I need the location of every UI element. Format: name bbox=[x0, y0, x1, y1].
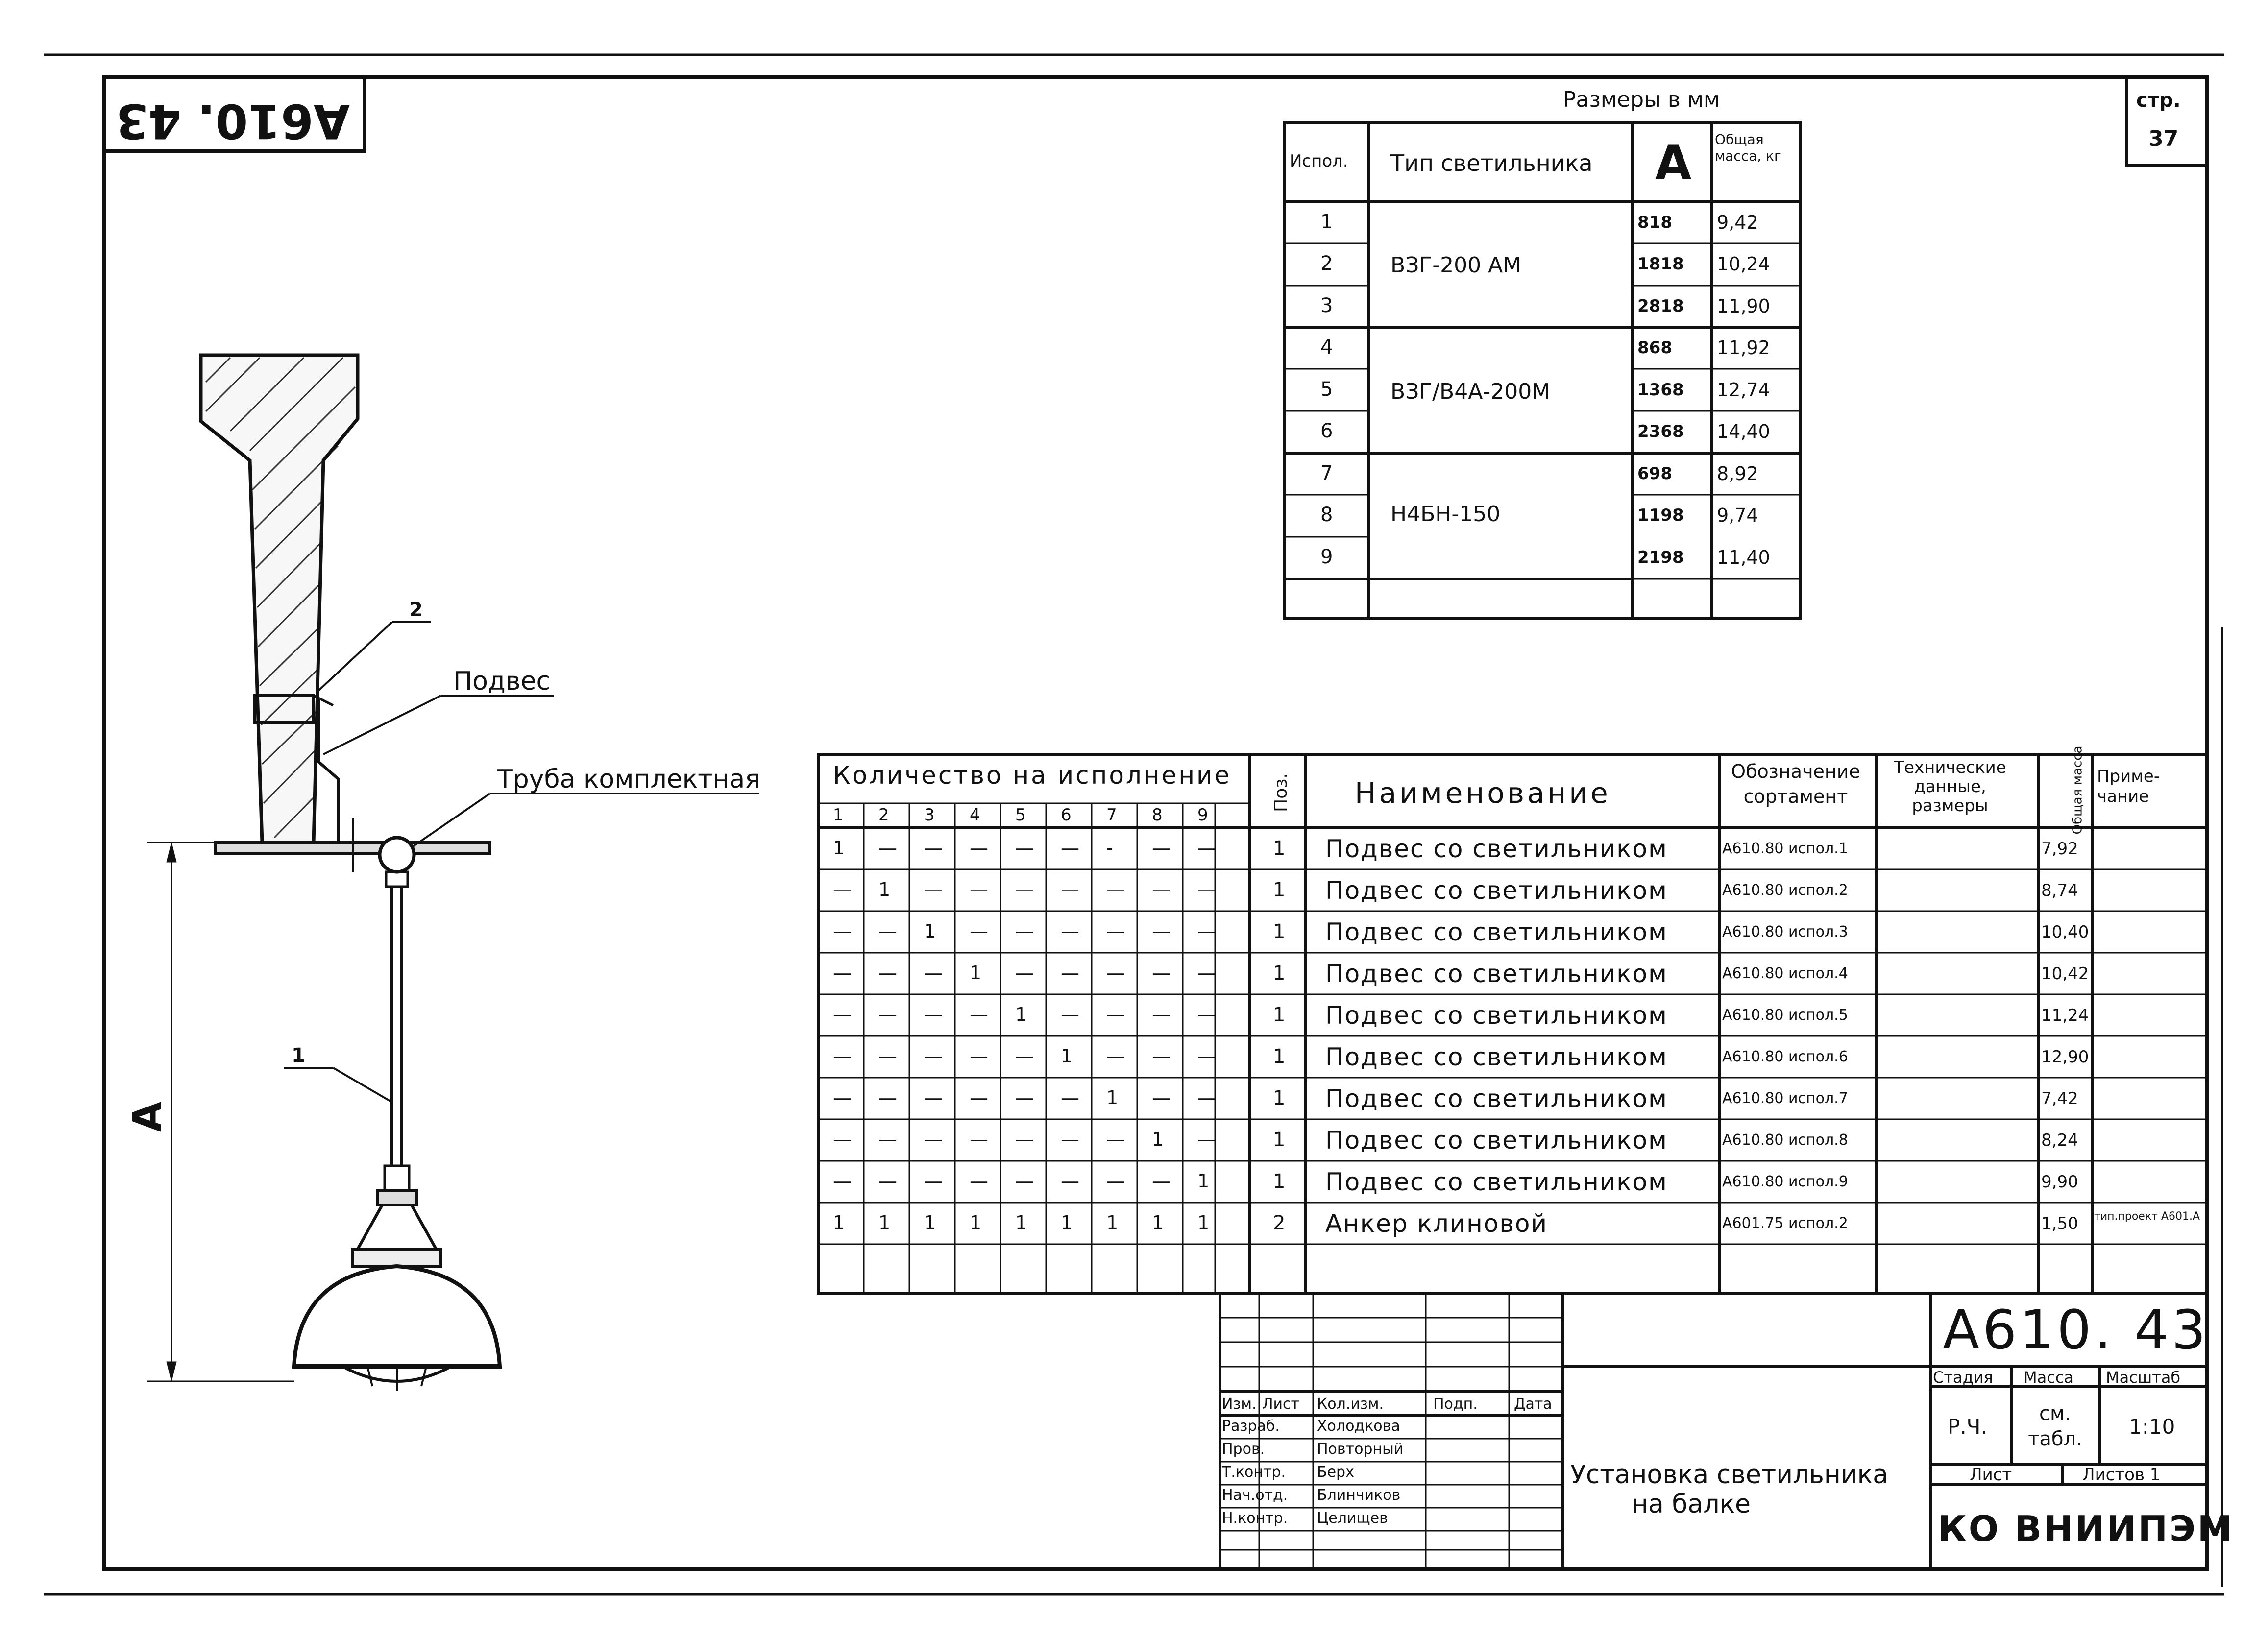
spec-qty-cell: — bbox=[1197, 920, 1216, 942]
sizes-row-mass: 11,90 bbox=[1717, 295, 1770, 317]
spec-qty-cell: — bbox=[924, 837, 943, 859]
tb-stage-header: Стадия bbox=[1933, 1368, 1993, 1387]
spec-qty-cell: — bbox=[1061, 1170, 1079, 1192]
spec-qty-cell: 1 bbox=[1015, 1004, 1027, 1025]
spec-qty-cell: — bbox=[1015, 1087, 1034, 1108]
spec-qty-cell: — bbox=[833, 1004, 852, 1025]
spec-qty-cell: 1 bbox=[1197, 1170, 1210, 1192]
tb-name: Холодкова bbox=[1317, 1418, 1400, 1435]
sizes-row-a: 818 bbox=[1637, 213, 1672, 232]
spec-qty-cell: 1 bbox=[924, 1212, 936, 1233]
spec-desig-cell: А610.80 испол.7 bbox=[1722, 1090, 1848, 1107]
sizes-header-type: Тип светильника bbox=[1390, 150, 1593, 176]
spec-qty-cell: — bbox=[1061, 837, 1079, 859]
spec-qty-cell: — bbox=[1197, 1004, 1216, 1025]
spec-qty-cell: — bbox=[1197, 1129, 1216, 1150]
spec-qty-cell: — bbox=[1015, 920, 1034, 942]
tb-h-doc: Кол.изм. bbox=[1317, 1396, 1384, 1413]
sizes-row-a: 2368 bbox=[1637, 422, 1684, 441]
lamp-reflector bbox=[294, 1266, 500, 1367]
spec-mass-cell: 10,42 bbox=[2041, 964, 2089, 984]
spec-desig-cell: А610.80 испол.6 bbox=[1722, 1048, 1848, 1065]
spec-pos-cell: 1 bbox=[1273, 1087, 1286, 1109]
spec-qty-cell: — bbox=[1152, 1087, 1171, 1108]
tee-fitting bbox=[380, 838, 414, 872]
spec-name-cell: Подвес со светильником bbox=[1325, 1168, 1668, 1196]
spec-mass-header: Общая масса bbox=[2070, 746, 2085, 835]
spec-variant-col: 9 bbox=[1197, 805, 1208, 825]
callout-2: 2 bbox=[409, 599, 423, 621]
tb-sheet-header: Лист bbox=[1970, 1465, 2012, 1485]
tb-mass-value: см. табл. bbox=[2028, 1402, 2082, 1450]
spec-qty-cell: — bbox=[1197, 1045, 1216, 1067]
spec-pos-header: Поз. bbox=[1270, 773, 1291, 812]
spec-qty-cell: — bbox=[1197, 1087, 1216, 1108]
spec-qty-cell: — bbox=[1061, 920, 1079, 942]
spec-qty-cell: — bbox=[1015, 1129, 1034, 1150]
spec-qty-cell: — bbox=[970, 837, 988, 859]
stamp-code-rotated: А610. 43 bbox=[115, 94, 350, 148]
sizes-type-3: Н4БН-150 bbox=[1390, 502, 1501, 527]
sizes-header-mass: Общая масса, кг bbox=[1715, 131, 1781, 164]
sizes-row-a: 2198 bbox=[1637, 548, 1684, 567]
spec-qty-cell: — bbox=[1015, 837, 1034, 859]
spec-variant-col: 3 bbox=[924, 805, 935, 825]
spec-pos-cell: 1 bbox=[1273, 1004, 1286, 1026]
spec-name-cell: Подвес со светильником bbox=[1325, 960, 1668, 988]
spec-qty-cell: 1 bbox=[833, 837, 845, 859]
spec-qty-cell: 1 bbox=[1152, 1129, 1164, 1150]
sizes-header-a: А bbox=[1655, 136, 1692, 191]
spec-qty-cell: 1 bbox=[924, 920, 936, 942]
sizes-row-variant: 8 bbox=[1320, 504, 1333, 526]
spec-qty-cell: — bbox=[924, 1004, 943, 1025]
doc-code: А610. 43 bbox=[1943, 1299, 2209, 1361]
sizes-row-mass: 9,42 bbox=[1717, 212, 1758, 233]
spec-name-cell: Подвес со светильником bbox=[1325, 1001, 1668, 1030]
spec-note-cell: тип.проект А601.А bbox=[2094, 1210, 2200, 1223]
spec-qty-header: Количество на исполнение bbox=[833, 761, 1232, 790]
tb-name: Берх bbox=[1317, 1464, 1354, 1481]
spec-qty-cell: — bbox=[833, 1129, 852, 1150]
spec-qty-cell: — bbox=[1106, 1004, 1125, 1025]
spec-qty-cell: 1 bbox=[1106, 1087, 1119, 1108]
spec-desig-cell: А610.80 испол.3 bbox=[1722, 923, 1848, 940]
spec-pos-cell: 1 bbox=[1273, 1045, 1286, 1068]
tb-role: Т.контр. bbox=[1222, 1464, 1286, 1481]
sizes-row-variant: 2 bbox=[1320, 252, 1333, 275]
spec-qty-cell: 1 bbox=[878, 879, 891, 900]
spec-qty-cell: — bbox=[878, 920, 897, 942]
spec-qty-cell: — bbox=[833, 1045, 852, 1067]
tb-scale-header: Масштаб bbox=[2106, 1368, 2181, 1387]
spec-qty-cell: — bbox=[878, 1170, 897, 1192]
spec-qty-cell: — bbox=[833, 879, 852, 900]
spec-variant-col: 8 bbox=[1152, 805, 1163, 825]
spec-pos-cell: 1 bbox=[1273, 837, 1286, 860]
sizes-row-variant: 7 bbox=[1320, 462, 1333, 484]
tb-mass-header: Масса bbox=[2024, 1368, 2074, 1387]
spec-variant-col: 6 bbox=[1061, 805, 1072, 825]
tb-sheets-header: Листов 1 bbox=[2082, 1465, 2161, 1485]
spec-qty-cell: — bbox=[1015, 1045, 1034, 1067]
page-number: 37 bbox=[2148, 126, 2179, 151]
spec-qty-cell: — bbox=[924, 1129, 943, 1150]
sizes-row-mass: 8,92 bbox=[1717, 463, 1758, 484]
spec-qty-cell: — bbox=[878, 1004, 897, 1025]
lamp-neck bbox=[358, 1205, 436, 1249]
sizes-row-mass: 11,92 bbox=[1717, 337, 1770, 359]
spec-pos-cell: 1 bbox=[1273, 920, 1286, 943]
spec-qty-cell: — bbox=[878, 837, 897, 859]
tb-scale-value: 1:10 bbox=[2129, 1415, 2175, 1439]
spec-qty-cell: 1 bbox=[970, 962, 982, 984]
spec-qty-cell: — bbox=[970, 1129, 988, 1150]
spec-qty-cell: 1 bbox=[1197, 1212, 1210, 1233]
spec-qty-cell: 1 bbox=[878, 1212, 891, 1233]
spec-variant-col: 7 bbox=[1106, 805, 1117, 825]
dimension-a-label: А bbox=[124, 1102, 170, 1132]
spec-qty-cell: — bbox=[1015, 962, 1034, 984]
spec-mass-cell: 11,24 bbox=[2041, 1006, 2089, 1025]
spec-qty-cell: — bbox=[1061, 962, 1079, 984]
spec-qty-cell: — bbox=[924, 879, 943, 900]
spec-pos-cell: 1 bbox=[1273, 1129, 1286, 1151]
sizes-row-a: 1198 bbox=[1637, 506, 1684, 525]
spec-qty-cell: — bbox=[1061, 1087, 1079, 1108]
spec-qty-cell: 1 bbox=[1061, 1045, 1073, 1067]
spec-name-cell: Подвес со светильником bbox=[1325, 835, 1668, 863]
sizes-row-a: 698 bbox=[1637, 464, 1672, 483]
spec-mass-cell: 1,50 bbox=[2041, 1214, 2078, 1233]
spec-qty-cell: — bbox=[970, 879, 988, 900]
spec-desig-cell: А610.80 испол.8 bbox=[1722, 1131, 1848, 1149]
spec-desig-cell: А610.80 испол.2 bbox=[1722, 882, 1848, 899]
spec-qty-cell: — bbox=[1106, 920, 1125, 942]
spec-name-cell: Подвес со светильником bbox=[1325, 876, 1668, 905]
spec-pos-cell: 1 bbox=[1273, 962, 1286, 985]
spec-qty-cell: — bbox=[970, 1045, 988, 1067]
sizes-row-variant: 4 bbox=[1320, 336, 1333, 359]
spec-qty-cell: 1 bbox=[833, 1212, 845, 1233]
label-truba: Труба комплектная bbox=[497, 765, 760, 794]
sizes-row-a: 1368 bbox=[1637, 380, 1684, 400]
tb-h-izm: Изм. bbox=[1222, 1396, 1257, 1413]
spec-qty-cell: — bbox=[1152, 1170, 1171, 1192]
spec-qty-cell: — bbox=[1197, 962, 1216, 984]
concrete-beam bbox=[201, 355, 358, 843]
sizes-row-a: 868 bbox=[1637, 338, 1672, 358]
spec-mass-cell: 7,92 bbox=[2041, 839, 2078, 859]
spec-qty-cell: — bbox=[970, 1087, 988, 1108]
spec-qty-cell: — bbox=[833, 920, 852, 942]
spec-pos-cell: 1 bbox=[1273, 1170, 1286, 1193]
org-name: КО ВНИИПЭМ bbox=[1938, 1508, 2235, 1549]
tb-role: Разраб. bbox=[1222, 1418, 1280, 1435]
spec-variant-col: 5 bbox=[1015, 805, 1026, 825]
spec-qty-cell: — bbox=[1152, 962, 1171, 984]
spec-qty-cell: — bbox=[1197, 879, 1216, 900]
page-label: стр. bbox=[2136, 89, 2181, 112]
spec-name-cell: Анкер клиновой bbox=[1325, 1209, 1548, 1238]
spec-variant-col: 4 bbox=[970, 805, 980, 825]
spec-qty-cell: 1 bbox=[1061, 1212, 1073, 1233]
sizes-row-mass: 9,74 bbox=[1717, 505, 1758, 526]
sizes-type-1: ВЗГ-200 АМ bbox=[1390, 253, 1522, 278]
sizes-row-mass: 14,40 bbox=[1717, 421, 1770, 442]
spec-desig-cell: А610.80 испол.5 bbox=[1722, 1007, 1848, 1024]
spec-qty-cell: — bbox=[970, 1170, 988, 1192]
label-podves: Подвес bbox=[453, 667, 551, 696]
spec-desig-cell: А610.80 испол.4 bbox=[1722, 965, 1848, 982]
sizes-row-a: 1818 bbox=[1637, 254, 1684, 274]
tb-stage-value: Р.Ч. bbox=[1948, 1415, 1987, 1439]
spec-qty-cell: — bbox=[970, 920, 988, 942]
tb-name: Целищев bbox=[1317, 1510, 1388, 1527]
spec-name-cell: Подвес со светильником bbox=[1325, 918, 1668, 946]
spec-qty-cell: — bbox=[1061, 1004, 1079, 1025]
spec-qty-cell: — bbox=[1152, 1004, 1171, 1025]
spec-qty-cell: — bbox=[1197, 837, 1216, 859]
spec-qty-cell: — bbox=[1061, 1129, 1079, 1150]
tb-h-date: Дата bbox=[1514, 1396, 1552, 1413]
sizes-row-variant: 6 bbox=[1320, 420, 1333, 442]
spec-variant-col: 1 bbox=[833, 805, 844, 825]
spec-qty-cell: — bbox=[1152, 879, 1171, 900]
beam-drawing bbox=[147, 355, 759, 1391]
sizes-row-variant: 5 bbox=[1320, 378, 1333, 401]
spec-mass-cell: 7,42 bbox=[2041, 1089, 2078, 1108]
spec-mass-cell: 10,40 bbox=[2041, 922, 2089, 942]
spec-pos-cell: 1 bbox=[1273, 879, 1286, 901]
spec-name-cell: Подвес со светильником bbox=[1325, 1126, 1668, 1155]
sizes-caption: Размеры в мм bbox=[1563, 87, 1720, 112]
sizes-header-variant: Испол. bbox=[1290, 151, 1348, 171]
spec-mass-cell: 9,90 bbox=[2041, 1172, 2078, 1192]
spec-mass-cell: 8,24 bbox=[2041, 1131, 2078, 1150]
spec-qty-cell: — bbox=[1015, 879, 1034, 900]
spec-tech-header: Технические данные, размеры bbox=[1894, 758, 2006, 816]
spec-qty-cell: — bbox=[924, 1087, 943, 1108]
spec-qty-cell: — bbox=[833, 1170, 852, 1192]
spec-qty-cell: — bbox=[833, 962, 852, 984]
spec-qty-cell: — bbox=[878, 962, 897, 984]
callout-1: 1 bbox=[292, 1044, 305, 1067]
spec-qty-cell: — bbox=[924, 962, 943, 984]
spec-qty-cell: 1 bbox=[1015, 1212, 1027, 1233]
spec-qty-cell: 1 bbox=[970, 1212, 982, 1233]
spec-qty-cell: — bbox=[878, 1045, 897, 1067]
spec-qty-cell: — bbox=[1152, 837, 1171, 859]
spec-variant-col: 2 bbox=[878, 805, 889, 825]
spec-name-cell: Подвес со светильником bbox=[1325, 1084, 1668, 1113]
tb-h-list: Лист bbox=[1262, 1396, 1300, 1413]
spec-qty-cell: — bbox=[924, 1170, 943, 1192]
spec-mass-cell: 8,74 bbox=[2041, 881, 2078, 900]
sizes-row-a: 2818 bbox=[1637, 296, 1684, 316]
tb-name: Блинчиков bbox=[1317, 1487, 1401, 1504]
spec-name-header: Наименование bbox=[1355, 776, 1611, 810]
tb-name: Повторный bbox=[1317, 1441, 1404, 1458]
spec-qty-cell: — bbox=[970, 1004, 988, 1025]
tb-h-sign: Подп. bbox=[1433, 1396, 1478, 1413]
spec-qty-cell: 1 bbox=[1152, 1212, 1164, 1233]
sizes-row-variant: 9 bbox=[1320, 546, 1333, 568]
spec-qty-cell: — bbox=[878, 1129, 897, 1150]
sizes-row-variant: 3 bbox=[1320, 294, 1333, 317]
sizes-row-mass: 11,40 bbox=[1717, 547, 1770, 568]
sizes-row-mass: 12,74 bbox=[1717, 379, 1770, 401]
spec-desig-cell: А610.80 испол.9 bbox=[1722, 1173, 1848, 1190]
doc-title-line1: Установка светильника bbox=[1570, 1460, 1888, 1490]
tb-role: Н.контр. bbox=[1222, 1510, 1288, 1527]
spec-qty-cell: — bbox=[833, 1087, 852, 1108]
spec-qty-cell: — bbox=[1106, 1045, 1125, 1067]
sizes-table-grid bbox=[1285, 122, 1800, 618]
spec-qty-cell: - bbox=[1106, 837, 1113, 859]
spec-qty-cell: — bbox=[1015, 1170, 1034, 1192]
spec-name-cell: Подвес со светильником bbox=[1325, 1043, 1668, 1071]
spec-qty-cell: — bbox=[1152, 920, 1171, 942]
spec-qty-cell: 1 bbox=[1106, 1212, 1119, 1233]
spec-desig-cell: А610.80 испол.1 bbox=[1722, 840, 1848, 857]
sizes-row-variant: 1 bbox=[1320, 211, 1333, 233]
sizes-row-mass: 10,24 bbox=[1717, 253, 1770, 275]
spec-qty-cell: — bbox=[1106, 1170, 1125, 1192]
spec-pos-cell: 2 bbox=[1273, 1212, 1286, 1234]
doc-title-line2: на балке bbox=[1632, 1490, 1751, 1519]
spec-mass-cell: 12,90 bbox=[2041, 1047, 2089, 1067]
spec-desig-cell: А601.75 испол.2 bbox=[1722, 1215, 1848, 1232]
spec-qty-cell: — bbox=[924, 1045, 943, 1067]
spec-qty-cell: — bbox=[1106, 1129, 1125, 1150]
tb-role: Пров. bbox=[1222, 1441, 1265, 1458]
sizes-type-2: ВЗГ/В4А-200М bbox=[1390, 379, 1551, 404]
spec-qty-cell: — bbox=[1106, 879, 1125, 900]
tb-role: Нач.отд. bbox=[1222, 1487, 1288, 1504]
spec-note-header: Приме-чание bbox=[2097, 767, 2160, 806]
spec-desig-header: Обозначение сортамент bbox=[1731, 761, 1860, 808]
spec-qty-cell: — bbox=[1152, 1045, 1171, 1067]
spec-qty-cell: — bbox=[1061, 879, 1079, 900]
spec-qty-cell: — bbox=[878, 1087, 897, 1108]
spec-qty-cell: — bbox=[1106, 962, 1125, 984]
